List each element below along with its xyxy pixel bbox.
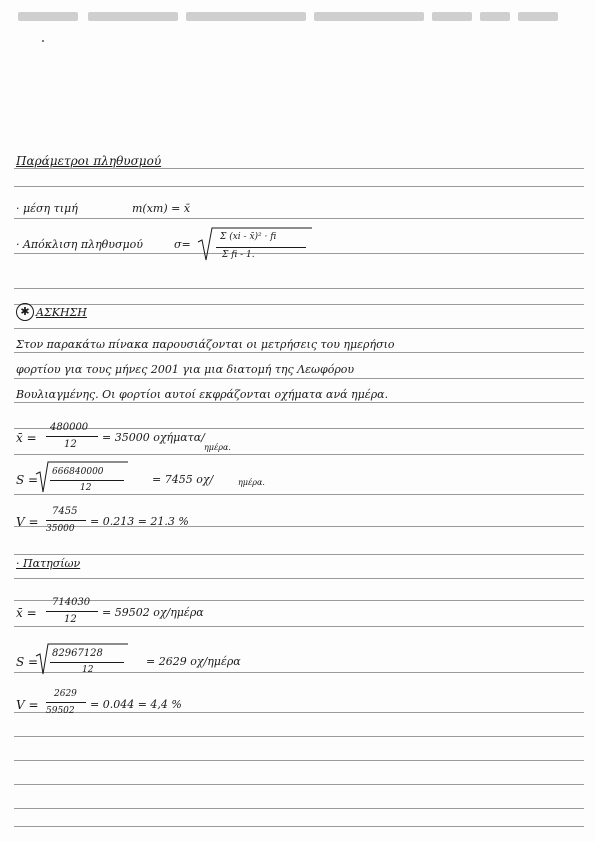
case1-s-lhs: S =: [16, 473, 39, 487]
case1-v-denominator: 35000: [46, 524, 75, 534]
population-parameters-heading: Παράμετροι πληθυσμού: [16, 154, 162, 168]
case2-mean-denominator: 12: [64, 614, 77, 625]
case2-v-lhs: V =: [16, 698, 39, 712]
case2-s-fraction-bar: [50, 662, 124, 663]
case1-mean-numerator: 480000: [50, 422, 89, 433]
case1-v-lhs: V =: [16, 515, 39, 529]
scan-header-strip: [18, 12, 558, 21]
case1-v-result: = 0.213 = 21.3 %: [90, 515, 189, 528]
sd-numerator: Σ (xi - x̄)² · fi: [220, 232, 277, 242]
mean-label: · μέση τιμή: [16, 202, 78, 215]
case2-v-result: = 0.044 = 4,4 %: [90, 698, 182, 711]
exercise-star-marker: ✱: [16, 303, 34, 321]
sd-fraction-bar: [216, 247, 306, 248]
case1-mean-result: = 35000 οχήματα/: [102, 431, 205, 444]
case2-s-denominator: 12: [82, 665, 94, 675]
case2-v-numerator: 2629: [54, 689, 77, 699]
case2-mean-result: = 59502 οχ/ημέρα: [102, 606, 204, 619]
case2-s-lhs: S =: [16, 655, 39, 669]
sd-symbol: σ=: [174, 238, 191, 251]
case2-mean-fraction-bar: [46, 611, 98, 612]
case2-s-numerator: 82967128: [52, 648, 103, 659]
exercise-title: ΑΣΚΗΣΗ: [36, 306, 87, 319]
case1-mean-fraction-bar: [46, 436, 98, 437]
scan-speck: [42, 40, 44, 42]
patision-heading: · Πατησίων: [16, 557, 81, 570]
case2-mean-numerator: 714030: [52, 597, 91, 608]
case2-mean-lhs: x̄ =: [16, 606, 37, 620]
exercise-line-3: Βουλιαγμένης. Οι φορτίοι αυτοί εκφράζονται οχήματα ανά ημέρα.: [16, 388, 389, 401]
exercise-line-1: Στον παρακάτω πίνακα παρουσιάζονται οι μετρήσεις του ημερήσιο: [16, 338, 395, 351]
exercise-line-2: φορτίου για τους μήνες 2001 για μια διατομή της Λεωφόρου: [16, 363, 355, 376]
case2-v-denominator: 59502: [46, 706, 75, 716]
case2-s-result: = 2629 οχ/ημέρα: [146, 655, 241, 668]
sd-label: · Απόκλιση πληθυσμού: [16, 238, 143, 251]
case1-v-fraction-bar: [46, 520, 86, 521]
case1-mean-lhs: x̄ =: [16, 431, 37, 445]
case1-s-numerator: 666840000: [52, 467, 104, 477]
sd-denominator: Σ fi - 1.: [222, 250, 255, 260]
case1-s-denominator: 12: [80, 483, 92, 493]
case1-v-numerator: 7455: [52, 506, 78, 517]
case1-mean-unit: ημέρα.: [204, 443, 231, 452]
mean-formula: m(xm) = x̄: [132, 202, 191, 215]
case2-v-fraction-bar: [46, 702, 86, 703]
case1-s-fraction-bar: [50, 480, 124, 481]
case1-s-result: = 7455 οχ/: [152, 473, 214, 486]
case1-s-unit: ημέρα.: [238, 478, 265, 487]
case1-mean-denominator: 12: [64, 439, 77, 450]
